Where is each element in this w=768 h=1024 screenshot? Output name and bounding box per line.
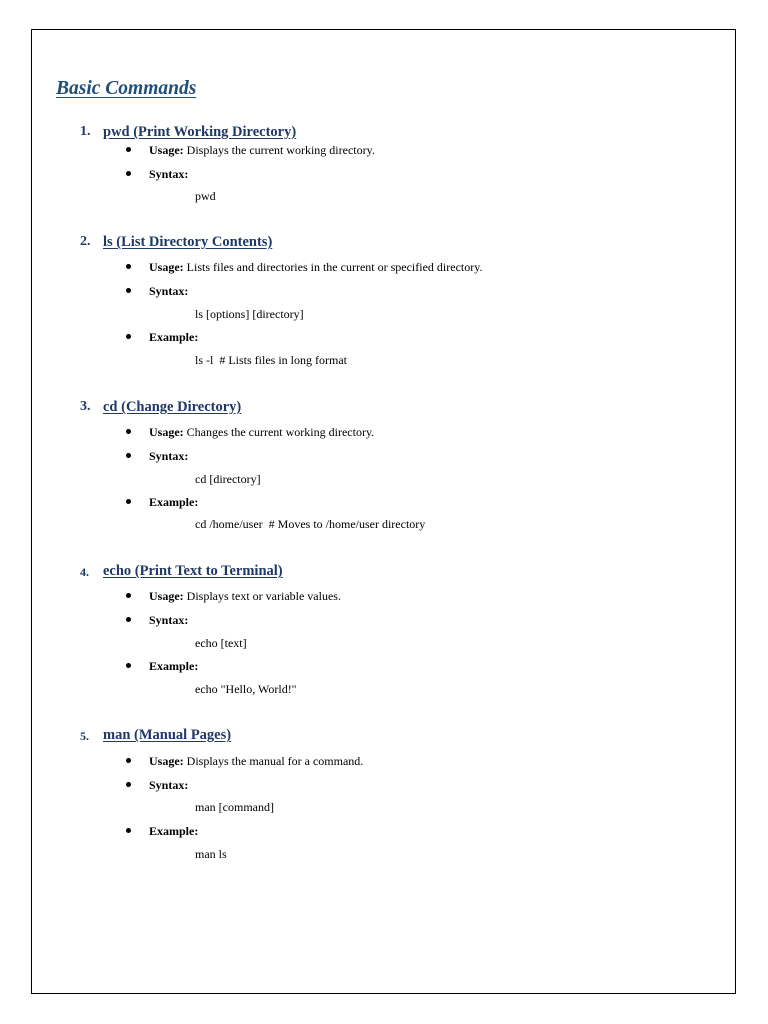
usage-label: Usage:	[149, 425, 184, 439]
command-number: 5.	[80, 729, 89, 743]
command-title: cd (Change Directory)	[103, 399, 242, 415]
usage-text	[149, 753, 363, 769]
usage-label: Usage:	[149, 260, 184, 274]
bullet-icon	[126, 429, 131, 434]
usage-text	[149, 588, 341, 604]
page-border	[31, 29, 736, 994]
example-code: man ls	[195, 847, 227, 861]
bullet-icon	[126, 334, 131, 339]
usage-description: Changes the current working directory.	[183, 425, 375, 439]
example-label: Example:	[149, 824, 199, 838]
bullet-icon	[126, 758, 131, 763]
syntax-code: ls [options] [directory]	[195, 307, 304, 321]
syntax-label: Syntax:	[149, 284, 189, 298]
command-title: echo (Print Text to Terminal)	[103, 563, 283, 579]
example-code: echo "Hello, World!"	[195, 682, 297, 696]
command-number: 1.	[80, 124, 91, 139]
command-number: 2.	[80, 234, 91, 249]
syntax-label: Syntax:	[149, 449, 189, 463]
usage-text	[149, 424, 374, 440]
bullet-icon	[126, 663, 131, 668]
example-label: Example:	[149, 495, 199, 509]
bullet-icon	[126, 264, 131, 269]
usage-label: Usage:	[149, 143, 184, 157]
syntax-label: Syntax:	[149, 778, 189, 792]
bullet-icon	[126, 617, 131, 622]
command-title: pwd (Print Working Directory)	[103, 124, 297, 140]
syntax-code: man [command]	[195, 800, 274, 814]
usage-description: Lists files and directories in the current or specified directory.	[183, 260, 483, 274]
usage-description: Displays the manual for a command.	[183, 754, 364, 768]
bullet-icon	[126, 782, 131, 787]
syntax-code: pwd	[195, 189, 216, 203]
document-title: Basic Commands	[56, 78, 197, 99]
bullet-icon	[126, 288, 131, 293]
example-label: Example:	[149, 659, 199, 673]
command-title: ls (List Directory Contents)	[103, 234, 273, 250]
bullet-icon	[126, 499, 131, 504]
example-label: Example:	[149, 330, 199, 344]
bullet-icon	[126, 453, 131, 458]
bullet-icon	[126, 171, 131, 176]
syntax-code: echo [text]	[195, 636, 247, 650]
bullet-icon	[126, 593, 131, 598]
command-number: 3.	[80, 399, 91, 414]
usage-text	[149, 259, 482, 275]
usage-label: Usage:	[149, 589, 184, 603]
example-code: cd /home/user # Moves to /home/user directory	[195, 517, 426, 531]
bullet-icon	[126, 147, 131, 152]
usage-description: Displays text or variable values.	[183, 589, 341, 603]
bullet-icon	[126, 828, 131, 833]
command-title: man (Manual Pages)	[103, 727, 232, 743]
command-number: 4.	[80, 565, 89, 579]
usage-text	[149, 142, 375, 158]
example-code: ls -l # Lists files in long format	[195, 353, 347, 367]
usage-description: Displays the current working directory.	[183, 143, 375, 157]
usage-label: Usage:	[149, 754, 184, 768]
syntax-label: Syntax:	[149, 613, 189, 627]
syntax-label: Syntax:	[149, 167, 189, 181]
syntax-code: cd [directory]	[195, 472, 261, 486]
